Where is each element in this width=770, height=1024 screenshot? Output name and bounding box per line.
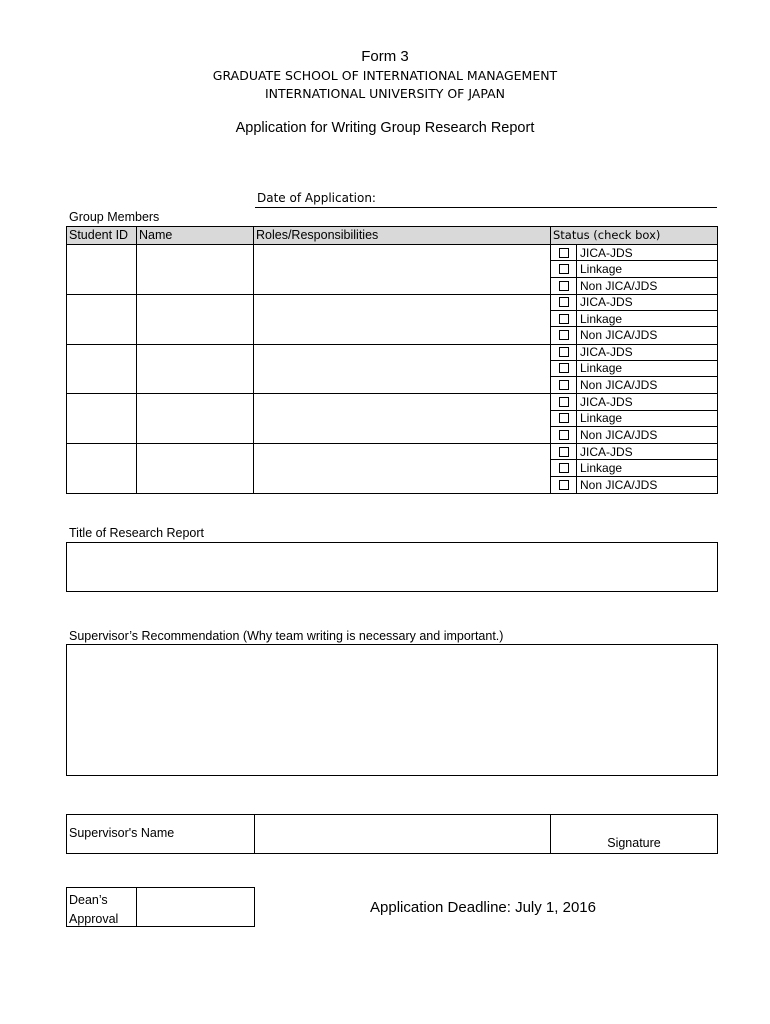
status-cell <box>551 444 718 494</box>
column-header-roles: Roles/Responsibilities <box>254 227 551 245</box>
status-option <box>551 261 717 277</box>
checkbox[interactable] <box>559 248 569 258</box>
checkbox-cell <box>551 278 577 294</box>
dean-approval-label-line1: Dean’s <box>69 893 108 907</box>
recommendation-label: Supervisor’s Recommendation (Why team writing is necessary and important.) <box>69 629 504 643</box>
checkbox-cell <box>551 411 577 426</box>
name-cell[interactable] <box>137 344 254 394</box>
status-option-label: Linkage <box>580 261 623 276</box>
status-option-label: JICA-JDS <box>580 345 633 360</box>
supervisor-name-label: Supervisor's Name <box>69 826 175 840</box>
checkbox-cell <box>551 327 577 343</box>
student-id-cell[interactable] <box>67 245 137 295</box>
checkbox[interactable] <box>559 297 569 307</box>
checkbox-cell <box>551 444 577 459</box>
application-deadline: Application Deadline: July 1, 2016 <box>370 899 596 916</box>
dean-approval-field[interactable] <box>137 888 254 926</box>
column-header-status: Status (check box) <box>551 227 718 245</box>
status-option-label: Non JICA/JDS <box>580 278 658 293</box>
checkbox-cell <box>551 261 577 276</box>
status-option <box>551 345 717 361</box>
student-id-cell[interactable] <box>67 444 137 494</box>
table-row <box>67 294 718 344</box>
roles-cell[interactable] <box>254 394 551 444</box>
checkbox[interactable] <box>559 413 569 423</box>
name-cell[interactable] <box>137 294 254 344</box>
checkbox[interactable] <box>559 363 569 373</box>
checkbox-cell <box>551 377 577 393</box>
university-name: INTERNATIONAL UNIVERSITY OF JAPAN <box>264 86 506 101</box>
dean-approval-label <box>69 891 135 929</box>
status-option-label: Linkage <box>580 460 623 475</box>
roles-cell[interactable] <box>254 344 551 394</box>
status-cell <box>551 245 718 295</box>
checkbox-cell <box>551 427 577 443</box>
checkbox-cell <box>551 345 577 360</box>
status-option <box>551 295 717 311</box>
status-option <box>551 327 717 343</box>
status-option-label: Non JICA/JDS <box>580 378 658 393</box>
checkbox[interactable] <box>559 330 569 340</box>
status-option <box>551 361 717 377</box>
status-option-label: Non JICA/JDS <box>580 477 658 492</box>
research-title-label: Title of Research Report <box>69 526 205 540</box>
school-name: GRADUATE SCHOOL OF INTERNATIONAL MANAGEMENT <box>212 68 558 83</box>
status-option-label: JICA-JDS <box>580 295 633 310</box>
student-id-cell[interactable] <box>67 344 137 394</box>
group-members-table <box>66 226 718 494</box>
checkbox-cell <box>551 361 577 376</box>
status-cell <box>551 344 718 394</box>
status-option <box>551 427 717 443</box>
table-row <box>67 444 718 494</box>
column-header-name: Name <box>137 227 254 245</box>
status-option <box>551 477 717 493</box>
status-option-label: Linkage <box>580 361 623 376</box>
supervisor-name-field[interactable] <box>255 815 550 853</box>
name-cell[interactable] <box>137 444 254 494</box>
status-cell <box>551 394 718 444</box>
status-option <box>551 245 717 261</box>
status-option <box>551 394 717 410</box>
student-id-cell[interactable] <box>67 294 137 344</box>
status-option-label: Linkage <box>580 311 623 326</box>
status-option-label: JICA-JDS <box>580 245 633 260</box>
dean-approval-label-line2: Approval <box>69 912 119 926</box>
supervisor-row <box>66 814 718 854</box>
table-row <box>67 245 718 295</box>
dean-approval-row <box>66 887 255 927</box>
form-number: Form 3 <box>361 48 409 65</box>
name-cell[interactable] <box>137 245 254 295</box>
checkbox[interactable] <box>559 463 569 473</box>
status-option <box>551 411 717 427</box>
status-option-label: Linkage <box>580 411 623 426</box>
checkbox-cell <box>551 295 577 310</box>
status-option <box>551 444 717 460</box>
roles-cell[interactable] <box>254 444 551 494</box>
group-members-label: Group Members <box>69 210 160 224</box>
checkbox[interactable] <box>559 264 569 274</box>
date-of-application-label: Date of Application: <box>257 191 376 205</box>
status-option-label: Non JICA/JDS <box>580 328 658 343</box>
recommendation-field[interactable] <box>66 644 718 776</box>
research-title-field[interactable] <box>66 542 718 592</box>
checkbox[interactable] <box>559 397 569 407</box>
checkbox-cell <box>551 460 577 475</box>
table-header-row <box>67 227 718 245</box>
checkbox[interactable] <box>559 281 569 291</box>
checkbox[interactable] <box>559 380 569 390</box>
checkbox[interactable] <box>559 430 569 440</box>
checkbox-cell <box>551 477 577 493</box>
student-id-cell[interactable] <box>67 394 137 444</box>
checkbox[interactable] <box>559 347 569 357</box>
table-row <box>67 344 718 394</box>
status-option-label: JICA-JDS <box>580 394 633 409</box>
table-row <box>67 394 718 444</box>
roles-cell[interactable] <box>254 294 551 344</box>
name-cell[interactable] <box>137 394 254 444</box>
status-cell <box>551 294 718 344</box>
document-title: Application for Writing Group Research Report <box>235 120 535 136</box>
status-option <box>551 460 717 476</box>
checkbox-cell <box>551 394 577 409</box>
signature-label: Signature <box>607 836 661 850</box>
status-option-label: Non JICA/JDS <box>580 427 658 442</box>
status-option <box>551 311 717 327</box>
date-of-application-field[interactable] <box>255 207 717 208</box>
checkbox[interactable] <box>559 480 569 490</box>
status-option <box>551 377 717 393</box>
status-option <box>551 278 717 294</box>
checkbox-cell <box>551 245 577 260</box>
roles-cell[interactable] <box>254 245 551 295</box>
column-header-student-id: Student ID <box>67 227 137 245</box>
checkbox[interactable] <box>559 314 569 324</box>
status-option-label: JICA-JDS <box>580 444 633 459</box>
checkbox[interactable] <box>559 447 569 457</box>
checkbox-cell <box>551 311 577 326</box>
